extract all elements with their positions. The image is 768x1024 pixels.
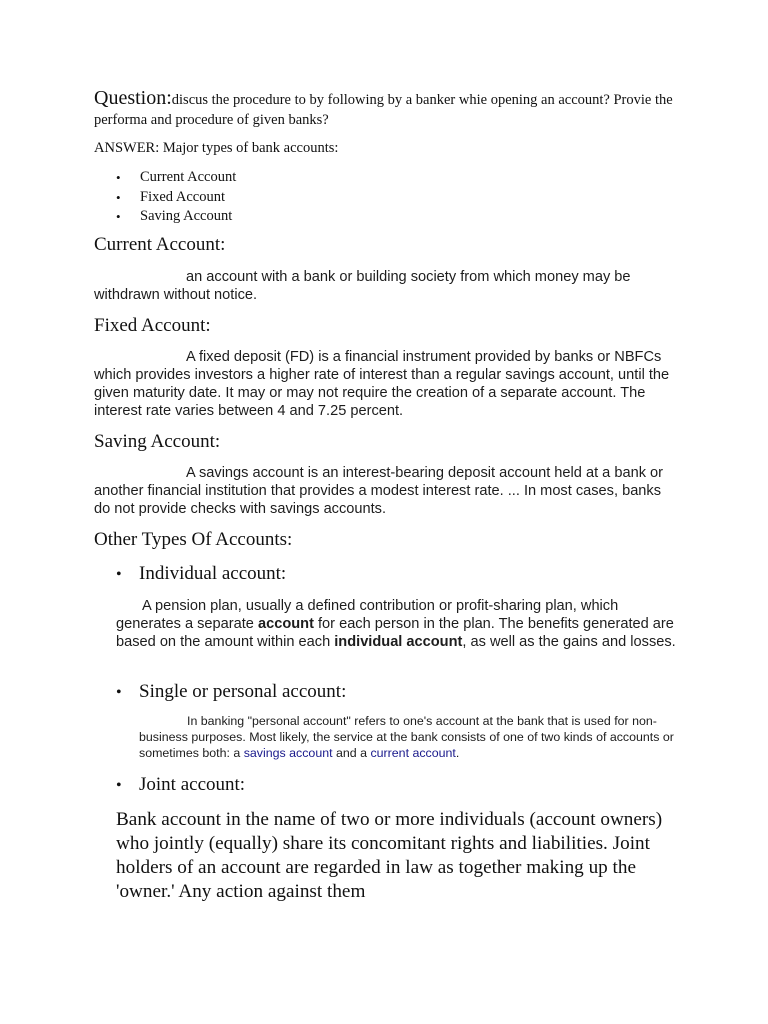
bold-term: individual account	[334, 634, 463, 650]
question-label: Question:	[94, 87, 172, 109]
bullet-icon: •	[116, 209, 121, 224]
savings-account-link[interactable]: savings account	[243, 745, 333, 760]
heading-single-account	[116, 681, 346, 703]
heading-current-account: Current Account:	[94, 234, 226, 255]
list-item	[116, 207, 236, 227]
bullet-icon: •	[116, 684, 122, 701]
heading-text: Joint account:	[139, 774, 246, 795]
bullet-icon: •	[116, 777, 122, 794]
paragraph-text: for each person in the plan. The benefits generated are based on the amount within each	[116, 616, 674, 650]
heading-text: Individual account:	[139, 563, 287, 584]
bold-term: account	[257, 616, 314, 632]
bullet-icon: •	[116, 189, 121, 205]
list-item-label: Current Account	[140, 169, 237, 185]
major-types-list	[116, 168, 236, 227]
question-text: discus the procedure to by following by a banker whie opening an account? Provie the performa and procedure of given banks?	[94, 92, 673, 128]
paragraph-current-account	[94, 268, 674, 304]
paragraph-saving-account	[94, 464, 674, 518]
paragraph-text: and a	[332, 745, 371, 760]
paragraph-joint-account: Bank account in the name of two or more individuals (account owners) who jointly (equally) share its concomitant rights and liabilities. Joint holders of an account are regarded in law as together making up the 'owner.' Any action against them	[116, 809, 663, 902]
paragraph-individual-account	[116, 597, 676, 651]
heading-saving-account: Saving Account:	[94, 431, 221, 452]
heading-fixed-account: Fixed Account:	[94, 315, 211, 336]
current-account-link[interactable]: current account	[370, 745, 456, 760]
paragraph-text: A fixed deposit (FD) is a financial instrument provided by banks or NBFCs which provides investors a higher rate of interest than a regular savings account, until the given maturity date. It may or may not require the creation of a separate account. The interest rate varies between 4 and 7.25 percent.	[94, 349, 670, 419]
bullet-icon: •	[116, 566, 122, 583]
answer-intro: ANSWER: Major types of bank accounts:	[94, 140, 339, 156]
list-item-label: Fixed Account	[140, 188, 225, 205]
paragraph-text: A pension plan, usually a defined contribution or profit-sharing plan, which generates a separate	[116, 598, 619, 632]
question	[94, 88, 694, 130]
paragraph-text: A savings account is an interest-bearing deposit account held at a bank or another financial institution that provides a modest interest rate. ... In most cases, banks do not provide checks with savings accounts.	[94, 465, 664, 517]
bullet-icon: •	[116, 170, 121, 185]
paragraph-text: an account with a bank or building society from which money may be withdrawn without notice.	[94, 269, 631, 303]
paragraph-single-account	[139, 714, 679, 761]
paragraph-fixed-account	[94, 348, 674, 420]
list-item-label: Saving Account	[140, 208, 233, 224]
list-item	[116, 188, 236, 208]
paragraph-text: .	[455, 745, 460, 760]
heading-individual-account	[116, 563, 286, 585]
heading-text: Single or personal account:	[139, 681, 347, 702]
paragraph-text: , as well as the gains and losses.	[462, 634, 676, 650]
heading-other-types: Other Types Of Accounts:	[94, 529, 293, 550]
list-item	[116, 168, 236, 188]
paragraph-text: In banking "personal account" refers to one's account at the bank that is used for non-business purposes. Most likely, the service at the bank consists of one of two kinds of accounts or sometimes both: a	[139, 714, 674, 760]
heading-joint-account	[116, 774, 245, 796]
